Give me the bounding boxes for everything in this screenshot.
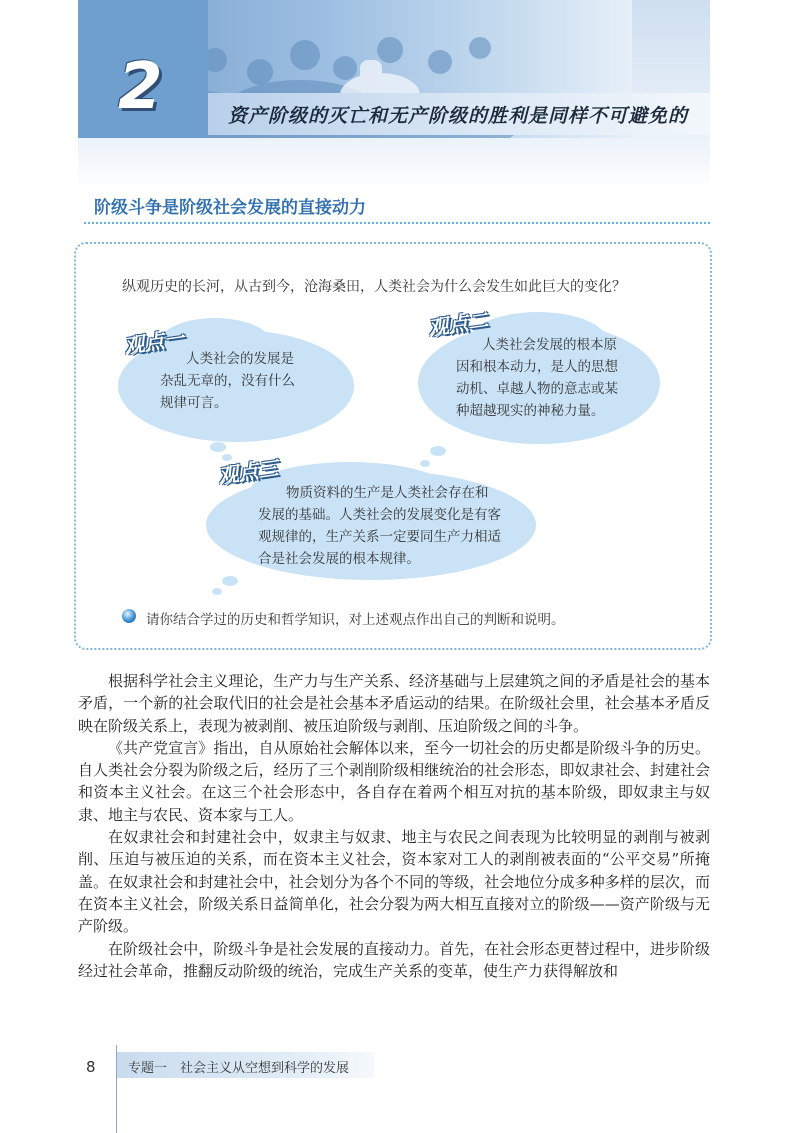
viewpoint-3-line: 合是社会发展的根本规律。 xyxy=(258,551,420,567)
body-paragraph: 在奴隶社会和封建社会中，奴隶主与奴隶、地主与农民之间表现为比较明显的剥削与被剥削、压迫与被压迫的关系，而在资本主义社会，资本家对工人的剥削被表面的“公平交易”所掩盖。在奴隶社会和封建社会中，社会划分为各个不同的等级，社会地位分成多种多样的层次，而在资本主义社会，阶级关系日益简单化，社会分裂为两大相互直接对立的阶级——资产阶级与无产阶级。 xyxy=(78,828,710,936)
viewpoint-1-line: 规律可言。 xyxy=(160,395,228,411)
running-title: 专题一 社会主义从空想到科学的发展 xyxy=(128,1061,350,1076)
body-text xyxy=(78,670,710,982)
viewpoint-2-cloud-dot xyxy=(420,460,430,467)
page-number: 8 xyxy=(86,1058,96,1076)
viewpoint-2-line: 动机、卓越人物的意志或某 xyxy=(456,381,618,397)
viewpoint-3-text xyxy=(258,482,501,570)
viewpoint-2-line: 种超越现实的神秘力量。 xyxy=(456,403,605,419)
section-heading: 阶级斗争是阶级社会发展的直接动力 xyxy=(94,198,366,218)
viewpoint-3-label: 观点三 xyxy=(216,455,280,489)
viewpoint-1-line: 杂乱无章的，没有什么 xyxy=(160,373,295,389)
viewpoint-3-cloud-dot xyxy=(212,588,222,595)
viewpoint-3-line: 发展的基础。人类社会的发展变化是有客 xyxy=(258,507,501,523)
globe-bullet-icon xyxy=(122,609,136,623)
viewpoint-1-line: 人类社会的发展是 xyxy=(186,351,294,367)
viewpoint-2-line: 人类社会发展的根本原 xyxy=(482,337,617,353)
viewpoint-2-line: 因和根本动力，是人的思想 xyxy=(456,359,618,375)
viewpoint-1-cloud-dot xyxy=(210,442,226,452)
viewpoint-1-label: 观点一 xyxy=(122,325,186,359)
footer-divider xyxy=(116,1045,117,1133)
body-paragraph: 《共产党宣言》指出，自从原始社会解体以来，至今一切社会的历史都是阶级斗争的历史。自人类社会分裂为阶级之后，经历了三个剥削阶级相继统治的社会形态，即奴隶社会、封建社会和资本主义社会。在这三个社会形态中，各自存在着两个相互对抗的基本阶级，即奴隶主与奴隶、地主与农民、资本家与工人。 xyxy=(78,738,710,824)
section-divider xyxy=(84,222,710,224)
viewpoint-3-line: 观规律的，生产关系一定要同生产力相适 xyxy=(258,529,501,545)
viewpoint-1-text xyxy=(160,348,295,414)
discussion-box xyxy=(74,242,712,650)
body-paragraph: 根据科学社会主义理论，生产力与生产关系、经济基础与上层建筑之间的矛盾是社会的基本矛盾，一个新的社会取代旧的社会是社会基本矛盾运动的结果。在阶级社会里，社会基本矛盾反映在阶级关系上，表现为被剥削、被压迫阶级与剥削、压迫阶级之间的斗争。 xyxy=(78,672,710,735)
viewpoint-2-text xyxy=(456,334,618,422)
discussion-question: 纵观历史的长河，从古到今，沧海桑田，人类社会为什么会发生如此巨大的变化？ xyxy=(122,279,626,295)
viewpoint-3-line: 物质资料的生产是人类社会存在和 xyxy=(286,485,489,501)
viewpoint-2-label: 观点二 xyxy=(426,307,490,341)
viewpoint-3-cloud-dot xyxy=(222,576,238,586)
viewpoint-2-cloud-dot xyxy=(430,446,446,456)
chapter-title: 资产阶级的灭亡和无产阶级的胜利是同样不可避免的 xyxy=(228,105,689,127)
chapter-number: 2 xyxy=(118,50,163,124)
body-paragraph: 在阶级社会中，阶级斗争是社会发展的直接动力。首先，在社会形态更替过程中，进步阶级经过社会革命，推翻反动阶级的统治，完成生产关系的变革，使生产力获得解放和 xyxy=(78,939,710,980)
discussion-prompt: 请你结合学过的历史和哲学知识，对上述观点作出自己的判断和说明。 xyxy=(146,612,565,628)
